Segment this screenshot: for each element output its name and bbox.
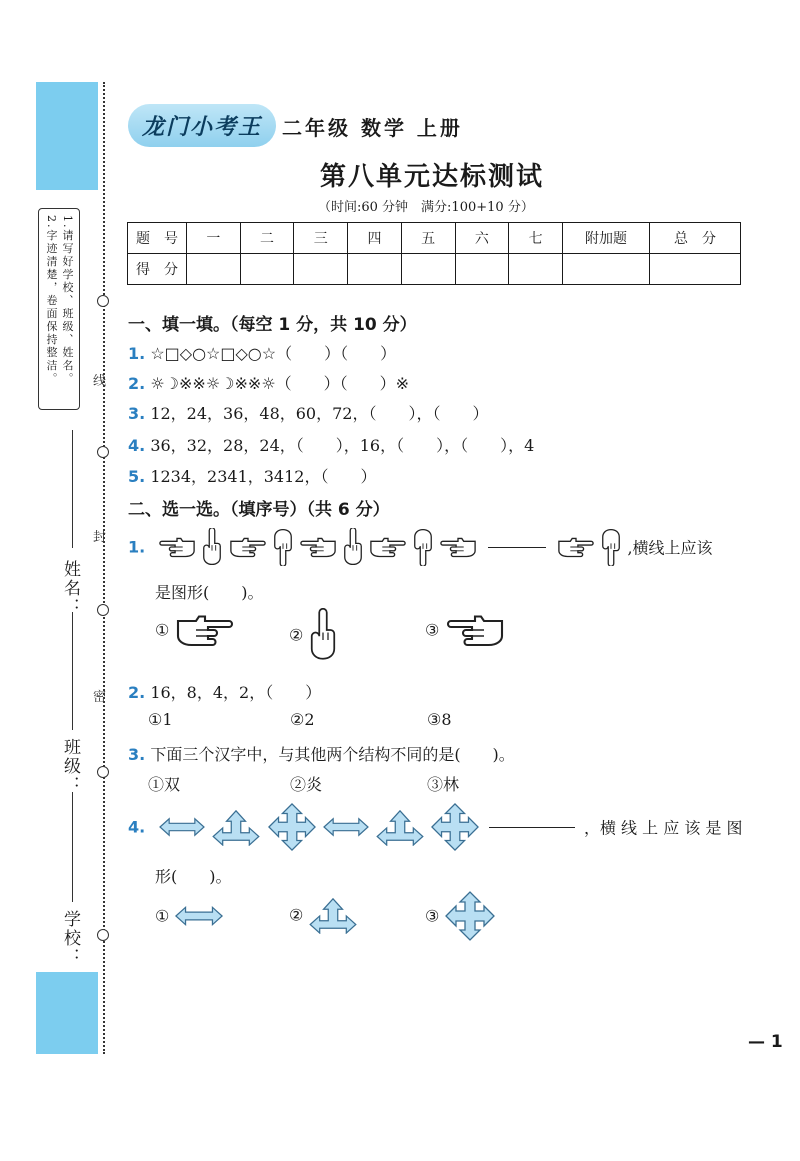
s2-q4-options — [155, 894, 555, 948]
score-cell-header: 六 — [455, 223, 509, 254]
quad-arrow-icon — [430, 802, 480, 852]
seal-line-mark: 线 — [93, 374, 107, 389]
item-text: 下面三个汉字中，与其他两个结构不同的是( )。 — [150, 745, 515, 764]
brand-logo: 龙门小考王 — [128, 104, 276, 147]
item-number: 2. — [128, 374, 146, 393]
item-number: 2. — [128, 683, 146, 702]
triple-arrow-icon — [308, 896, 358, 934]
margin-blue-bottom — [36, 972, 98, 1054]
class-field[interactable] — [72, 612, 73, 730]
score-cell-header: 二 — [240, 223, 294, 254]
double-arrow-icon — [322, 816, 370, 838]
s2-q1 — [128, 528, 748, 568]
hand-right-icon — [557, 535, 595, 559]
score-cell-header: 附加题 — [563, 223, 650, 254]
hand-left-icon — [444, 612, 506, 648]
score-cell-input[interactable] — [240, 254, 294, 285]
s1-item-4 — [128, 433, 534, 456]
answer-blank[interactable] — [488, 547, 546, 548]
score-cell-input[interactable] — [294, 254, 348, 285]
notice-line2: 2.字迹清楚，卷面保持整洁。 — [45, 215, 58, 386]
hand-left-icon — [439, 535, 477, 559]
margin-hole — [97, 604, 109, 616]
score-cell-header: 总 分 — [650, 223, 741, 254]
item-text: 16，8，4，2，（ ） — [150, 683, 322, 702]
class-label: 班级： — [60, 738, 80, 795]
score-table-header-row — [128, 223, 741, 254]
grade-subject: 二年级 数学 上册 — [282, 116, 463, 140]
margin-hole — [97, 766, 109, 778]
notice-line1: 1.请写好学校、班级、姓名。 — [61, 215, 74, 386]
option-2[interactable]: ②2 — [290, 710, 315, 729]
school-label: 学校： — [60, 910, 80, 967]
hand-right-icon — [229, 535, 267, 559]
option-3[interactable] — [425, 890, 496, 942]
hand-down-icon — [600, 528, 622, 566]
hand-right-icon — [369, 535, 407, 559]
section2-title: 二、选一选。（填序号）（共 6 分） — [128, 500, 390, 520]
s2-q4 — [128, 802, 748, 856]
seal-close-mark: 密 — [93, 690, 107, 705]
item-text: 12，24，36，48，60，72，（ ），（ ） — [150, 404, 489, 423]
hand-up-icon — [201, 528, 223, 566]
hand-down-icon — [412, 528, 434, 566]
hand-left-icon — [158, 535, 196, 559]
hand-up-icon — [342, 528, 364, 566]
triple-arrow-icon — [375, 808, 425, 846]
page-title: 第八单元达标测试 — [320, 162, 545, 192]
option-1[interactable]: ①1 — [148, 710, 173, 729]
score-cell-input[interactable] — [348, 254, 402, 285]
score-cell-header: 三 — [294, 223, 348, 254]
item-number: 3. — [128, 404, 146, 423]
school-field[interactable] — [72, 792, 73, 902]
q4-suffix: ，横 线 上 应 该 是 图 — [583, 818, 743, 838]
score-row-label: 得 分 — [128, 254, 187, 285]
quad-arrow-icon — [267, 802, 317, 852]
score-cell-input[interactable] — [455, 254, 509, 285]
item-text: ☆□◇○☆□◇○☆（ ）（ ） — [150, 344, 397, 363]
s2-q1-options — [155, 612, 555, 662]
item-number: 4. — [128, 436, 146, 455]
item-text: ☼☽※※☼☽※※☼（ ）（ ）※ — [150, 374, 410, 393]
score-cell-header: 四 — [348, 223, 402, 254]
option-1[interactable]: ①双 — [148, 775, 181, 794]
page-number: — 1 — [748, 1032, 783, 1052]
s1-item-2 — [128, 371, 409, 394]
score-table — [127, 222, 741, 285]
notice-box — [38, 208, 80, 410]
option-label: ② — [289, 905, 304, 925]
item-number: 4. — [128, 817, 146, 837]
option-1[interactable] — [155, 612, 236, 648]
score-cell-header: 五 — [401, 223, 455, 254]
quad-arrow-icon — [444, 890, 496, 942]
item-number: 1. — [128, 344, 146, 363]
hand-left-icon — [299, 535, 337, 559]
margin-blue-top — [36, 82, 98, 190]
name-field[interactable] — [72, 430, 73, 548]
option-1[interactable] — [155, 904, 224, 928]
s1-item-5 — [128, 464, 376, 487]
double-arrow-icon — [158, 816, 206, 838]
option-2[interactable] — [289, 608, 338, 662]
option-label: ③ — [425, 906, 440, 926]
item-number: 3. — [128, 745, 146, 764]
item-text: 36，32，28，24，（ ），16，（ ），（ ），4 — [150, 436, 535, 455]
triple-arrow-icon — [211, 808, 261, 846]
score-cell-input[interactable] — [509, 254, 563, 285]
margin-hole — [97, 929, 109, 941]
hand-right-icon — [174, 612, 236, 648]
s2-q1-line2: 是图形( )。 — [155, 583, 264, 602]
option-label: ① — [155, 906, 170, 926]
score-cell-input[interactable] — [401, 254, 455, 285]
answer-blank[interactable] — [489, 827, 575, 828]
score-table-score-row — [128, 254, 741, 285]
score-cell-header: 七 — [509, 223, 563, 254]
q1-suffix: ,横线上应该 — [627, 538, 713, 558]
hand-down-icon — [272, 528, 294, 566]
margin-hole — [97, 446, 109, 458]
option-3[interactable]: ③林 — [427, 775, 460, 794]
cut-line — [103, 82, 105, 1054]
seal-seal-mark: 封 — [93, 530, 107, 545]
double-arrow-icon — [174, 904, 224, 928]
score-cell-header: 一 — [187, 223, 241, 254]
score-cell-input[interactable] — [650, 254, 741, 285]
margin-hole — [97, 295, 109, 307]
option-label: ① — [155, 620, 170, 640]
hand-up-icon — [308, 608, 338, 662]
item-number: 1. — [128, 537, 146, 557]
item-number: 5. — [128, 467, 146, 486]
option-label: ② — [289, 625, 304, 645]
name-label: 姓名： — [60, 560, 80, 617]
item-text: 1234，2341，3412，（ ） — [150, 467, 377, 486]
score-cell-input[interactable] — [187, 254, 241, 285]
section1-title: 一、填一填。（每空 1 分，共 10 分） — [128, 315, 417, 335]
s1-item-3 — [128, 401, 488, 424]
option-label: ③ — [425, 620, 440, 640]
option-3[interactable]: ③8 — [427, 710, 452, 729]
s2-q3 — [128, 742, 515, 765]
score-cell-header: 题 号 — [128, 223, 187, 254]
s1-item-1 — [128, 341, 396, 364]
option-2[interactable]: ②炎 — [290, 775, 323, 794]
time-info: （时间:60 分钟 满分:100+10 分） — [318, 200, 534, 215]
s2-q4-line2: 形( )。 — [155, 867, 232, 886]
option-2[interactable] — [289, 896, 358, 934]
score-cell-input[interactable] — [563, 254, 650, 285]
s2-q2 — [128, 680, 321, 703]
option-3[interactable] — [425, 612, 506, 648]
